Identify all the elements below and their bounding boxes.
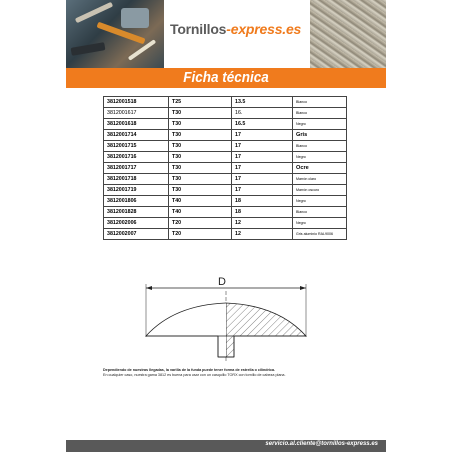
color-cell: Blanco (293, 207, 347, 218)
ref-cell: 3812001719 (104, 185, 169, 196)
ref-cell: 3812002007 (104, 229, 169, 240)
arrow-left (146, 286, 152, 290)
note-line-2: En cualquier caso, nuestra gama 3812 es buena para usar con un casquillo TORX con tornillo de cabeza plana. (103, 373, 286, 378)
table-row (104, 196, 347, 207)
color-cell: Blanco (293, 108, 347, 119)
diameter-cell: 18 (232, 196, 293, 207)
color-cell: Marrón oscuro (293, 185, 347, 196)
ref-cell: 3812001806 (104, 196, 169, 207)
page-title: Ficha técnica (183, 69, 269, 86)
footer-bar (66, 440, 386, 452)
drive-cell: T30 (169, 141, 232, 152)
table-row (104, 207, 347, 218)
table-row (104, 108, 347, 119)
ref-cell: 3812002006 (104, 218, 169, 229)
contact-email[interactable]: servicio.al.cliente@tornillos-express.es (265, 441, 378, 447)
color-cell: Negro (293, 152, 347, 163)
diameter-cell: 17 (232, 141, 293, 152)
cap-outline-left (146, 303, 226, 357)
diameter-cell: 16.5 (232, 119, 293, 130)
diameter-cell: 17 (232, 163, 293, 174)
table-row (104, 185, 347, 196)
table-row (104, 174, 347, 185)
diameter-cell: 17 (232, 152, 293, 163)
diameter-cell: 17 (232, 130, 293, 141)
title-band (66, 68, 386, 88)
brand-logo[interactable] (170, 21, 301, 37)
ref-cell: 3812001718 (104, 174, 169, 185)
document-page (66, 0, 386, 452)
ref-cell: 3812001518 (104, 97, 169, 108)
cap-section-right (226, 303, 306, 357)
note-line-1: Dependiendo de nuestras llegadas, la varilla de la funda puede tener forma de estrella o cilíndrica. (103, 368, 276, 372)
table-row (104, 97, 347, 108)
diameter-cell: 13.5 (232, 97, 293, 108)
drive-cell: T40 (169, 196, 232, 207)
brand-main: Tornillos (170, 21, 227, 37)
ref-cell: 3812001715 (104, 141, 169, 152)
brand-area (164, 0, 310, 68)
drive-cell: T30 (169, 108, 232, 119)
arrow-right (300, 286, 306, 290)
drive-cell: T30 (169, 185, 232, 196)
spec-table (103, 96, 347, 240)
diameter-cell: 12 (232, 229, 293, 240)
color-cell: Blanco (293, 97, 347, 108)
diameter-cell: 17 (232, 174, 293, 185)
color-cell: Blanco (293, 141, 347, 152)
ref-cell: 3812001828 (104, 207, 169, 218)
table-row (104, 119, 347, 130)
drive-cell: T40 (169, 207, 232, 218)
drive-cell: T20 (169, 229, 232, 240)
drive-cell: T30 (169, 174, 232, 185)
color-cell: Ocre (293, 163, 347, 174)
diameter-cell: 12 (232, 218, 293, 229)
ref-cell: 3812001714 (104, 130, 169, 141)
table-row (104, 229, 347, 240)
color-cell: Marrón claro (293, 174, 347, 185)
drive-cell: T30 (169, 152, 232, 163)
note (103, 368, 353, 379)
tools-photo (66, 0, 164, 68)
diameter-cell: 18 (232, 207, 293, 218)
table-row (104, 141, 347, 152)
table-row (104, 152, 347, 163)
color-cell: Gris (293, 130, 347, 141)
table-row (104, 130, 347, 141)
drive-cell: T30 (169, 119, 232, 130)
ref-cell: 3812001716 (104, 152, 169, 163)
color-cell: Negro (293, 196, 347, 207)
screws-photo (310, 0, 386, 68)
table-row (104, 218, 347, 229)
diameter-cell: 17 (232, 185, 293, 196)
color-cell: Negro (293, 218, 347, 229)
dimension-label: D (218, 276, 226, 288)
ref-cell: 3812001617 (104, 108, 169, 119)
drive-cell: T25 (169, 97, 232, 108)
color-cell: Gris aluminio RAL9006 (293, 229, 347, 240)
drive-cell: T30 (169, 130, 232, 141)
brand-accent: -express.es (226, 21, 302, 37)
drive-cell: T20 (169, 218, 232, 229)
diameter-cell: 16. (232, 108, 293, 119)
header (66, 0, 386, 68)
cap-drawing (138, 275, 314, 365)
ref-cell: 3812001717 (104, 163, 169, 174)
ref-cell: 3812001618 (104, 119, 169, 130)
drive-cell: T30 (169, 163, 232, 174)
table-row (104, 163, 347, 174)
color-cell: Negro (293, 119, 347, 130)
